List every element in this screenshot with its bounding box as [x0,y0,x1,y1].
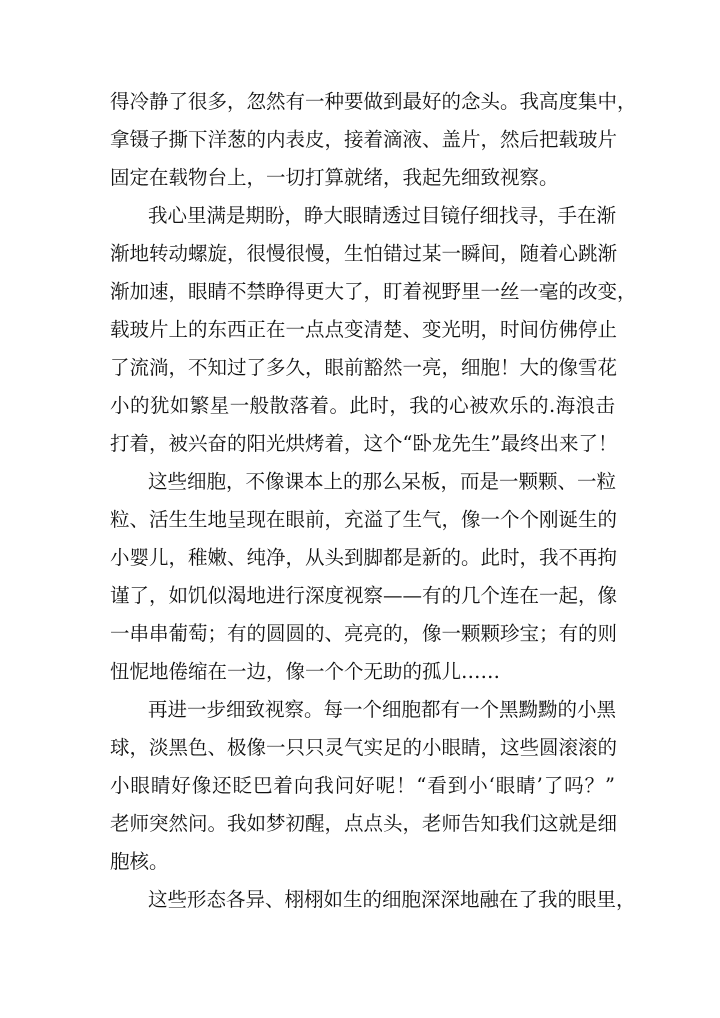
text-line: 打着，被兴奋的阳光烘烤着，这个“卧龙先生”最终出来了！ [110,432,618,455]
text-line: 老师突然问。我如梦初醒，点点头，老师告知我们这就是细 [110,812,618,835]
paragraph-first-line: 再进一步细致视察。每一个细胞都有一个黑黝黝的小黑 [148,698,617,721]
paragraph-first-line: 我心里满是期盼，睁大眼睛透过目镜仔细找寻，手在渐 [148,204,617,227]
text-line: 得冷静了很多，忽然有一种要做到最好的念头。我高度集中， [110,90,637,113]
text-line: 一串串葡萄；有的圆圆的、亮亮的，像一颗颗珍宝；有的则 [110,622,618,645]
text-line: 谨了，如饥似渴地进行深度视察——有的几个连在一起，像 [110,584,618,607]
text-line: 小的犹如繁星一般散落着。此时，我的心被欢乐的.海浪击 [110,394,615,417]
text-line: 粒、活生生地呈现在眼前，充溢了生气，像一个个刚诞生的 [110,508,618,531]
text-line: 渐加速，眼睛不禁睁得更大了，盯着视野里一丝一毫的改变， [110,280,637,303]
text-line: 胞核。 [110,850,169,873]
paragraph-first-line: 这些形态各异、栩栩如生的细胞深深地融在了我的眼里， [148,888,636,911]
text-line: 渐地转动螺旋，很慢很慢，生怕错过某一瞬间，随着心跳渐 [110,242,618,265]
paragraph-first-line: 这些细胞，不像课本上的那么呆板，而是一颗颗、一粒 [148,470,617,493]
text-line: 忸怩地倦缩在一边，像一个个无助的孤儿…… [110,660,501,683]
text-line: 了流淌，不知过了多久，眼前豁然一亮，细胞！大的像雪花 [110,356,618,379]
text-line: 载玻片上的东西正在一点点变清楚、变光明，时间仿佛停止 [110,318,618,341]
text-line: 球，淡黑色、极像一只只灵气实足的小眼睛，这些圆滚滚的 [110,736,618,759]
text-line: 拿镊子撕下洋葱的内表皮，接着滴液、盖片，然后把载玻片 [110,128,618,151]
text-line: 小婴儿，稚嫩、纯净，从头到脚都是新的。此时，我不再拘 [110,546,618,569]
text-line: 固定在载物台上，一切打算就绪，我起先细致视察。 [110,166,559,189]
text-line: 小眼睛好像还眨巴着向我问好呢！“看到小‘眼睛’了吗？” [110,774,615,797]
